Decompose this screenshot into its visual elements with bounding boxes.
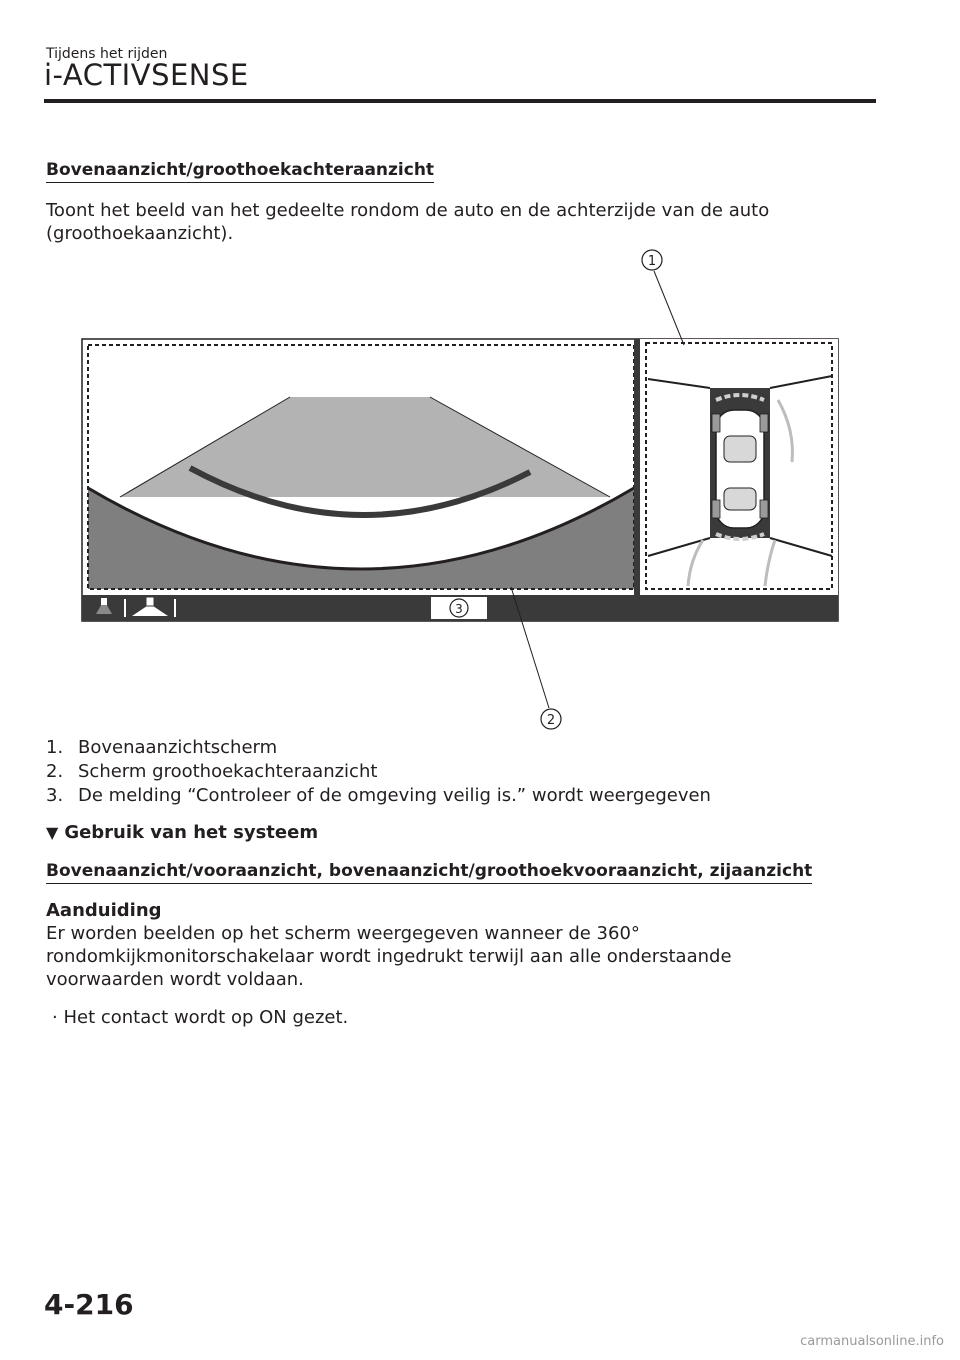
figure-legend [46, 736, 711, 808]
description-line-2: (groothoekaanzicht). [46, 223, 234, 244]
indication-line-2: rondomkijkmonitorschakelaar wordt ingedrukt terwijl aan alle onderstaande [46, 946, 732, 967]
legend-text: Bovenaanzichtscherm [78, 737, 278, 758]
section-heading-system-use [46, 822, 318, 843]
callout-1: 1 [647, 254, 657, 269]
legend-number: 2. [46, 761, 64, 782]
indication-line-1: Er worden beelden op het scherm weergegeven wanneer de 360° [46, 923, 640, 944]
legend-text: De melding “Controleer of de omgeving veilig is.” wordt weergegeven [78, 785, 711, 806]
subheading-view-modes: Bovenaanzicht/vooraanzicht, bovenaanzicht/groothoekvooraanzicht, zijaanzicht [46, 861, 812, 884]
top-view-screen [640, 339, 838, 595]
bullet-item [52, 1006, 348, 1029]
legend-text: Scherm groothoekachteraanzicht [78, 761, 378, 782]
indication-label: Aanduiding [46, 900, 162, 921]
wide-rear-view-screen [88, 345, 634, 589]
legend-number: 1. [46, 737, 64, 758]
legend-number: 3. [46, 785, 64, 806]
callout-3: 3 [455, 602, 463, 616]
indication-block [46, 899, 732, 991]
legend-item [46, 760, 711, 784]
description-line-1: Toont het beeld van het gedeelte rondom de auto en de achterzijde van de auto [46, 200, 770, 221]
indication-line-3: voorwaarden wordt voldaan. [46, 969, 304, 990]
section-heading-top-view-wide-rear: Bovenaanzicht/groothoekachteraanzicht [46, 160, 434, 183]
bullet-text: Het contact wordt op ON gezet. [63, 1007, 349, 1028]
section-heading-text: Gebruik van het systeem [64, 822, 319, 843]
bullet-icon: · [52, 1007, 58, 1028]
callout-2: 2 [546, 713, 556, 728]
legend-item [46, 784, 711, 808]
triangle-down-icon: ▼ [46, 823, 59, 842]
page-number: 4-216 [44, 1288, 134, 1321]
watermark: carmanualsonline.info [800, 1334, 944, 1349]
chapter-title: i-ACTIVSENSE [44, 58, 249, 92]
legend-item [46, 736, 711, 760]
chapter-subtitle: Tijdens het rijden [46, 46, 168, 62]
